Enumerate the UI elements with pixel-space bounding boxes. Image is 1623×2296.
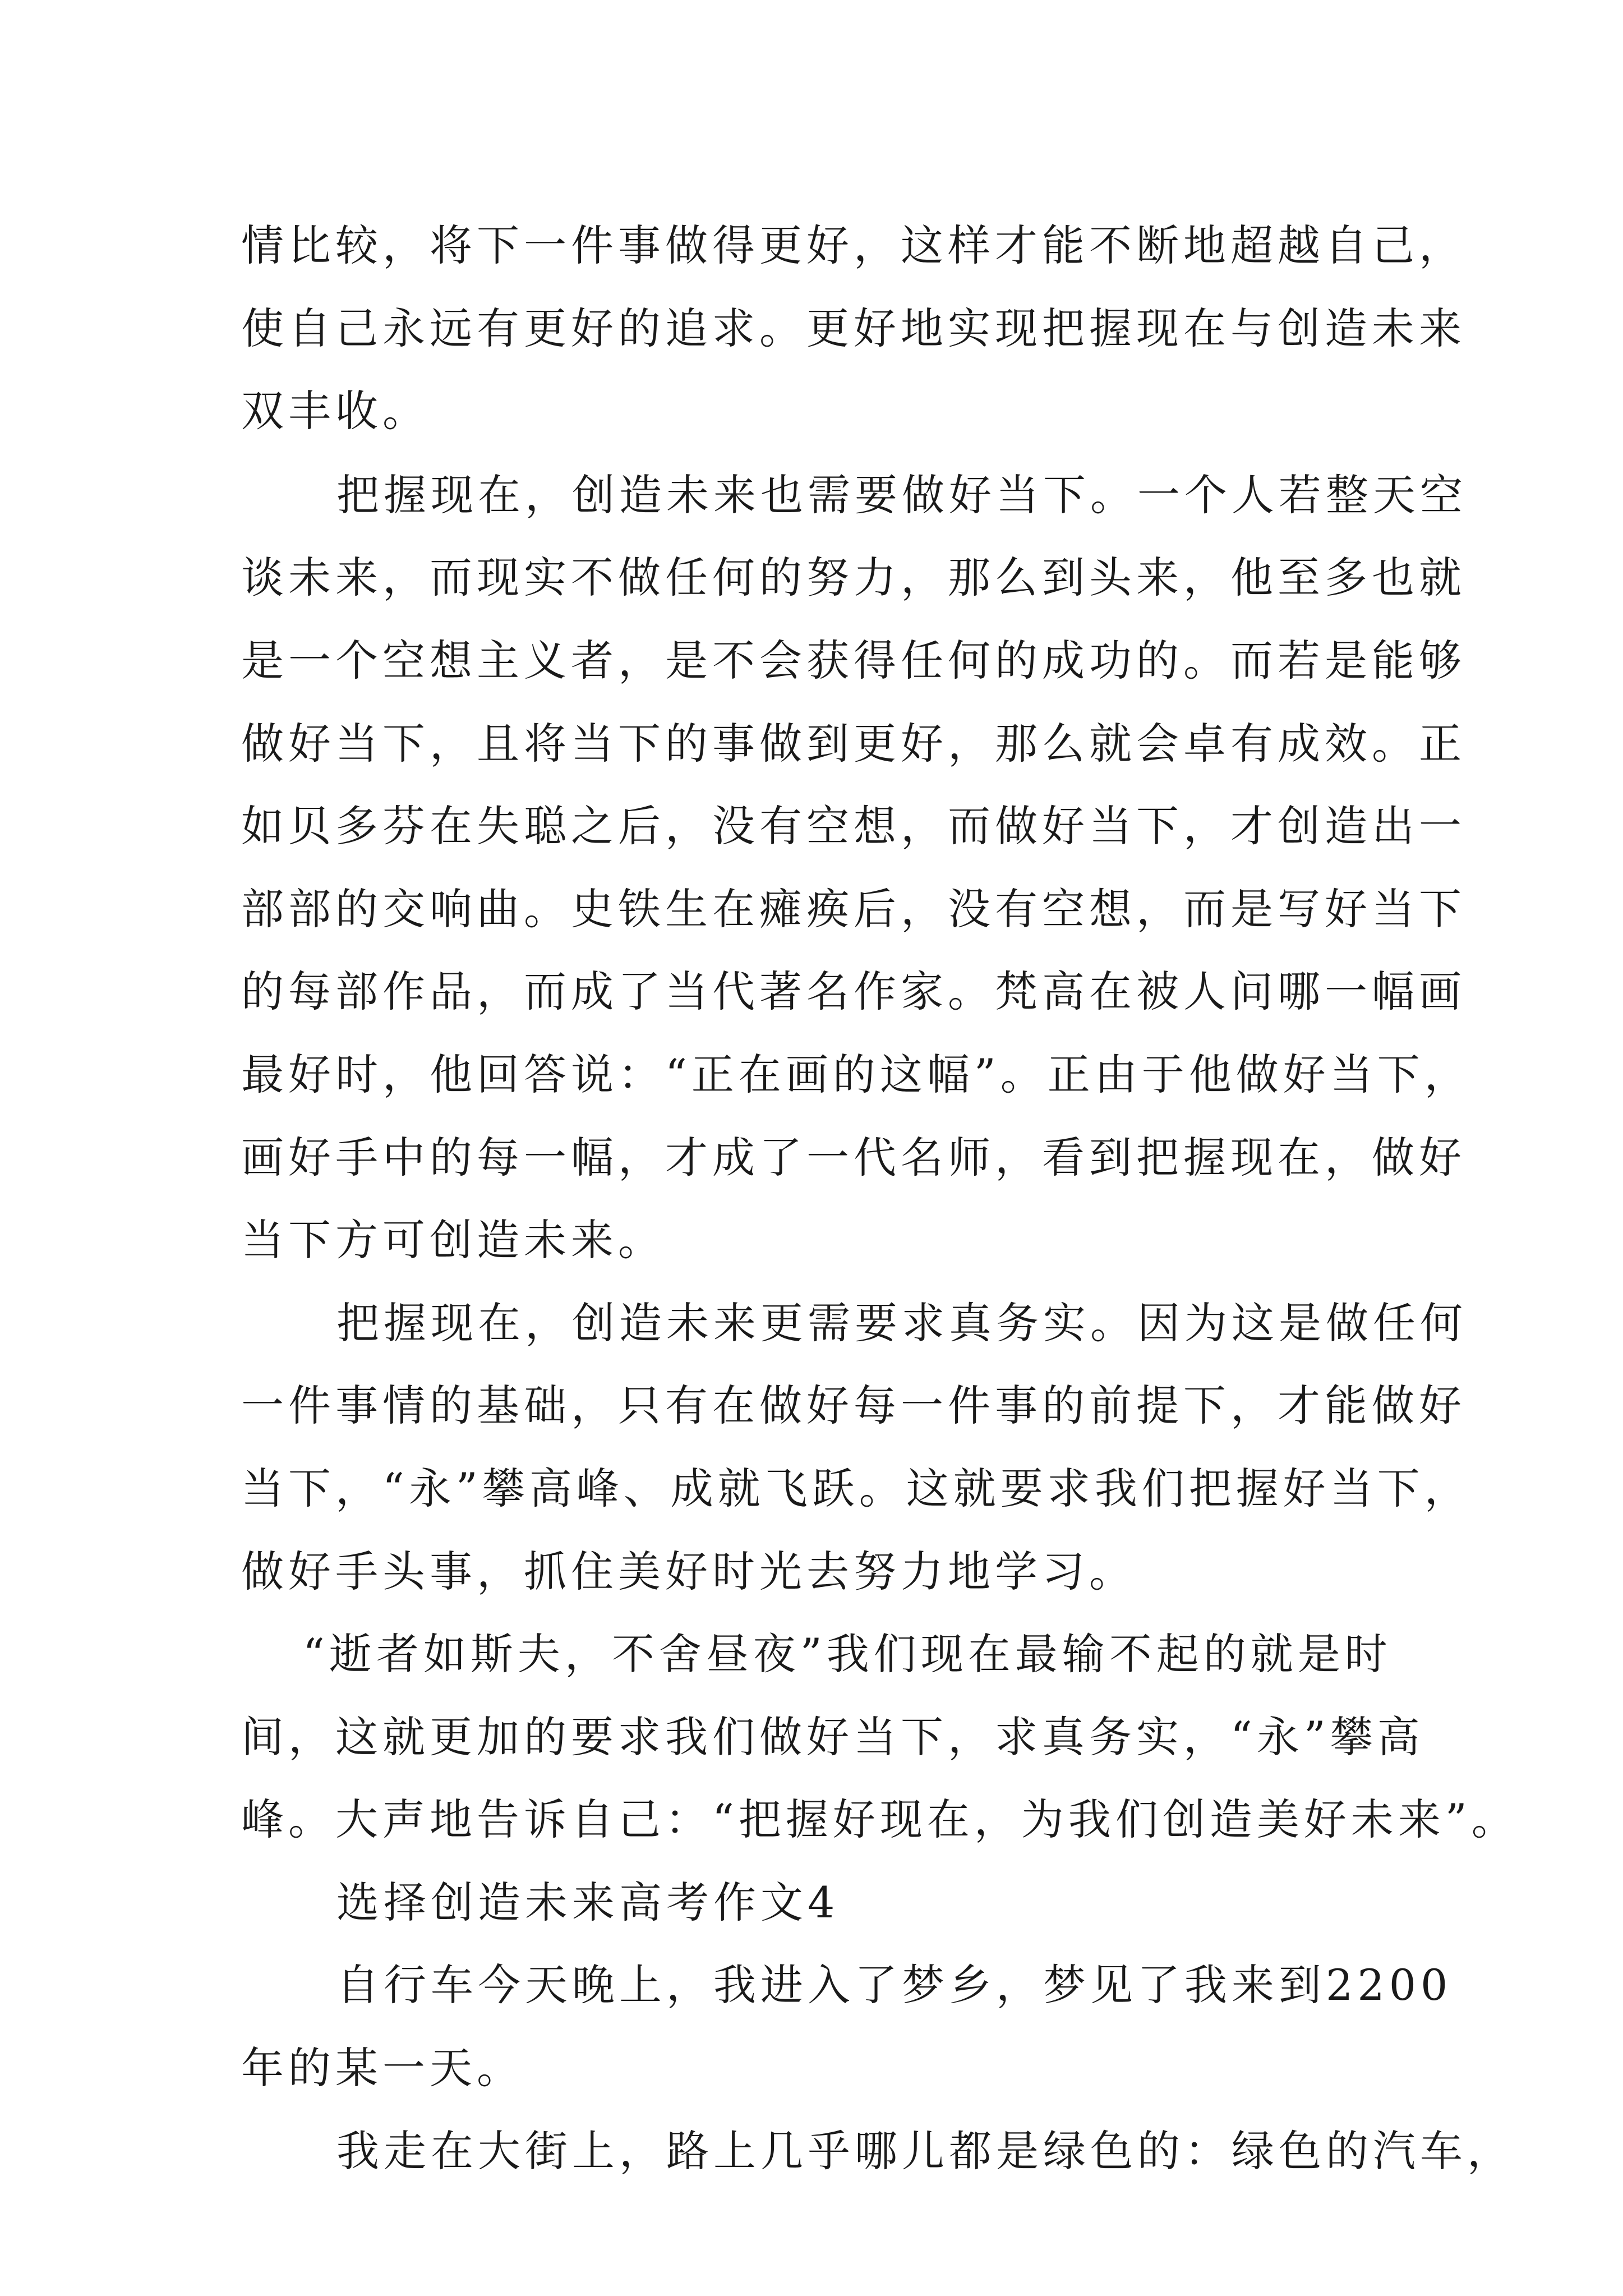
text-line: 做好当下，且将当下的事做到更好，那么就会卓有成效。正 <box>241 719 1466 769</box>
text-line: 峰。大声地告诉自己：“把握好现在，为我们创造美好未来”。 <box>241 1795 1519 1844</box>
text-line: 双丰收。 <box>241 386 430 436</box>
paragraph-start-line: 自行车今天晚上，我进入了梦乡，梦见了我来到2200 <box>336 1960 1453 2010</box>
text-line: 最好时，他回答说：“正在画的这幅”。正由于他做好当下， <box>241 1050 1472 1099</box>
paragraph-start-line: “逝者如斯夫，不舍昼夜”我们现在最输不起的就是时 <box>303 1629 1392 1679</box>
text-line: 的每部作品，而成了当代著名作家。梵高在被人问哪一幅画 <box>241 967 1466 1016</box>
text-line: 谈未来，而现实不做任何的努力，那么到头来，他至多也就 <box>241 553 1466 602</box>
paragraph-start-line: 我走在大街上，路上几乎哪儿都是绿色的：绿色的汽车， <box>336 2126 1514 2176</box>
text-line: 年的某一天。 <box>241 2043 524 2093</box>
text-line: 做好手头事，抓住美好时光去努力地学习。 <box>241 1547 1136 1596</box>
text-line: 如贝多芬在失聪之后，没有空想，而做好当下，才创造出一 <box>241 801 1466 851</box>
text-line: 使自己永远有更好的追求。更好地实现把握现在与创造未来 <box>241 303 1466 353</box>
text-line: 一件事情的基础，只有在做好每一件事的前提下，才能做好 <box>241 1381 1466 1430</box>
paragraph-start-line: 把握现在，创造未来也需要做好当下。一个人若整天空 <box>336 470 1467 520</box>
paragraph-start-line: 把握现在，创造未来更需要求真务实。因为这是做任何 <box>336 1298 1467 1348</box>
text-line: 情比较，将下一件事做得更好，这样才能不断地超越自己， <box>241 220 1466 270</box>
text-line: 当下，“永”攀高峰、成就飞跃。这就要求我们把握好当下， <box>241 1464 1472 1513</box>
text-line: 间，这就更加的要求我们做好当下，求真务实，“永”攀高 <box>241 1712 1424 1762</box>
text-line: 是一个空想主义者，是不会获得任何的成功的。而若是能够 <box>241 636 1466 685</box>
text-line: 部部的交响曲。史铁生在瘫痪后，没有空想，而是写好当下 <box>241 884 1466 934</box>
text-line: 画好手中的每一幅，才成了一代名师，看到把握现在，做好 <box>241 1133 1466 1182</box>
section-heading: 选择创造未来高考作文4 <box>336 1878 840 1927</box>
text-line: 当下方可创造未来。 <box>241 1215 665 1265</box>
